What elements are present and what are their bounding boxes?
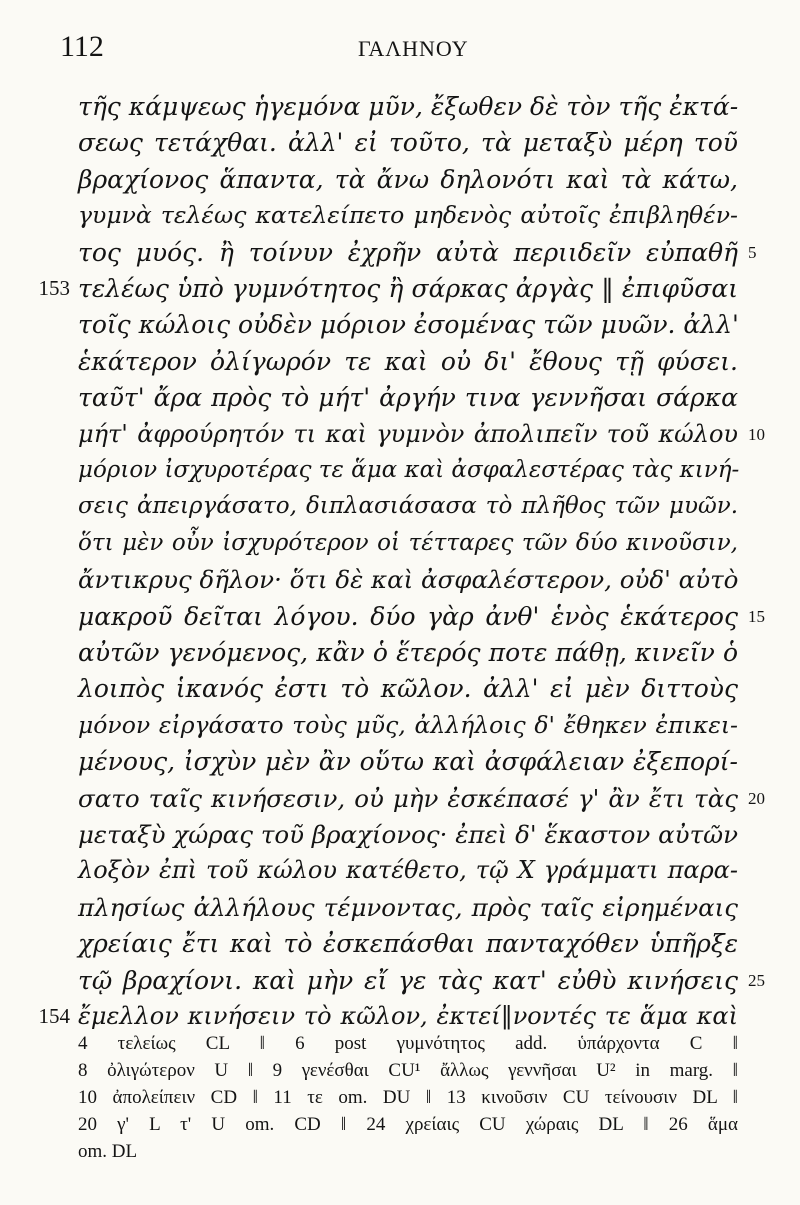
text-line-2: σεως τετάχθαι. ἀλλ' εἰ τοῦτο, τὰ μεταξὺ μέρη τοῦ [78, 128, 738, 158]
text-line-5: τος μυός. ἢ τοίνυν ἐχρῆν αὐτὰ περιιδεῖν εὐπαθῆ [78, 237, 738, 267]
text-line-7: τοῖς κώλοις οὐδὲν μόριον ἐσομένας τῶν μυῶν. ἀλλ' [78, 310, 739, 340]
line-number-25: 25 [748, 970, 765, 990]
text-line-10: μήτ' ἀφρούρητόν τι καὶ γυμνὸν ἀπολιπεῖν τοῦ κώλου [78, 419, 738, 448]
text-line-1: τῆς κάμψεως ἡγεμόνα μῦν, ἔξωθεν δὲ τὸν τῆς ἐκτά- [78, 92, 739, 121]
text-line-17: λοιπὸς ἱκανός ἐστι τὸ κῶλον. ἀλλ' εἰ μὲν διττοὺς [78, 674, 738, 704]
apparatus-line-5: om. DL [78, 1141, 138, 1162]
text-line-6: τελέως ὑπὸ γυμνότητος ἢ σάρκας ἀργὰς ‖ ἐπιφῦσαι [78, 274, 738, 303]
line-number-10: 10 [748, 424, 765, 444]
text-line-11: μόριον ἰσχυροτέρας τε ἅμα καὶ ἀσφαλεστέρας τὰς κινή- [78, 457, 740, 483]
text-line-21: μεταξὺ χώρας τοῦ βραχίονος· ἐπεὶ δ' ἕκαστον αὐτῶν [78, 820, 738, 849]
text-line-4: γυμνὰ τελέως κατελείπετο μηδενὸς αὐτοῖς ἐπιβληθέν- [78, 201, 738, 230]
apparatus-line-4: 20 γ' L τ' U om. CD ‖ 24 χρείαις CU χώραις DL ‖ 26 ἅμα [78, 1114, 738, 1135]
text-line-3: βραχίονος ἅπαντα, τὰ ἄνω δηλονότι καὶ τὰ κάτω, [78, 164, 738, 194]
text-line-12: σεις ἀπειργάσατο, διπλασιάσασα τὸ πλῆθος τῶν μυῶν. [78, 493, 738, 520]
margin-reference-154: 154 [38, 1004, 70, 1028]
text-line-9: ταῦτ' ἄρα πρὸς τὸ μήτ' ἀργήν τινα γεννῆσαι σάρκα [78, 383, 738, 413]
line-number-5: 5 [748, 242, 757, 262]
text-line-14: ἄντικρυς δῆλον· ὅτι δὲ καὶ ἀσφαλέστερον, οὐδ' αὐτὸ [78, 565, 739, 595]
apparatus-line-1: 4 τελείως CL ‖ 6 post γυμνότητος add. ὑπάρχοντα C ‖ [78, 1033, 738, 1054]
page-number: 112 [60, 30, 104, 63]
text-line-18: μόνον εἰργάσατο τοὺς μῦς, ἀλλήλοις δ' ἔθηκεν ἐπικει- [78, 710, 738, 739]
text-line-15: μακροῦ δεῖται λόγου. δύο γὰρ ἀνθ' ἑνὸς ἑκάτερος [78, 601, 738, 631]
text-line-20: σατο ταῖς κινήσεσιν, οὐ μὴν ἐσκέπασέ γ' ἂν ἔτι τὰς [78, 783, 738, 813]
text-line-24: χρείαις ἔτι καὶ τὸ ἐσκεπάσθαι πανταχόθεν ὑπῆρξε [78, 929, 738, 959]
apparatus-line-2: 8 ὀλιγώτερον U ‖ 9 γενέσθαι CU¹ ἄλλως γεννῆσαι U² in marg. ‖ [78, 1060, 738, 1081]
text-line-23: πλησίως ἀλλήλους τέμνοντας, πρὸς ταῖς εἰρημέναις [78, 892, 738, 922]
text-line-8: ἑκάτερον ὀλίγωρόν τε καὶ οὐ δι' ἔθους τῇ φύσει. [78, 346, 738, 376]
text-line-13: ὅτι μὲν οὖν ἰσχυρότερον οἱ τέτταρες τῶν δύο κινοῦσιν, [78, 529, 738, 556]
text-line-26: ἔμελλον κινήσειν τὸ κῶλον, ἐκτεί‖νοντές τε ἅμα καὶ [78, 1002, 738, 1030]
running-title: ΓΑΛΗΝΟΥ [358, 36, 469, 61]
text-line-25: τῷ βραχίονι. καὶ μὴν εἴ γε τὰς κατ' εὐθὺ κινήσεις [78, 965, 738, 995]
text-line-19: μένους, ἰσχὺν μὲν ἂν οὕτω καὶ ἀσφάλειαν ἐξεπορί- [78, 747, 738, 777]
apparatus-line-3: 10 ἀπολείπειν CD ‖ 11 τε om. DU ‖ 13 κινοῦσιν CU τείνουσιν DL ‖ [78, 1087, 738, 1108]
margin-reference-153: 153 [38, 276, 70, 300]
line-number-20: 20 [748, 788, 765, 808]
text-line-22: λοξὸν ἐπὶ τοῦ κώλου κατέθετο, τῷ Χ γράμματι παρα- [78, 856, 738, 885]
text-line-16: αὐτῶν γενόμενος, κἂν ὁ ἕτερός ποτε πάθῃ, κινεῖν ὁ [78, 638, 738, 667]
page-header [0, 30, 800, 70]
line-number-15: 15 [748, 606, 765, 626]
